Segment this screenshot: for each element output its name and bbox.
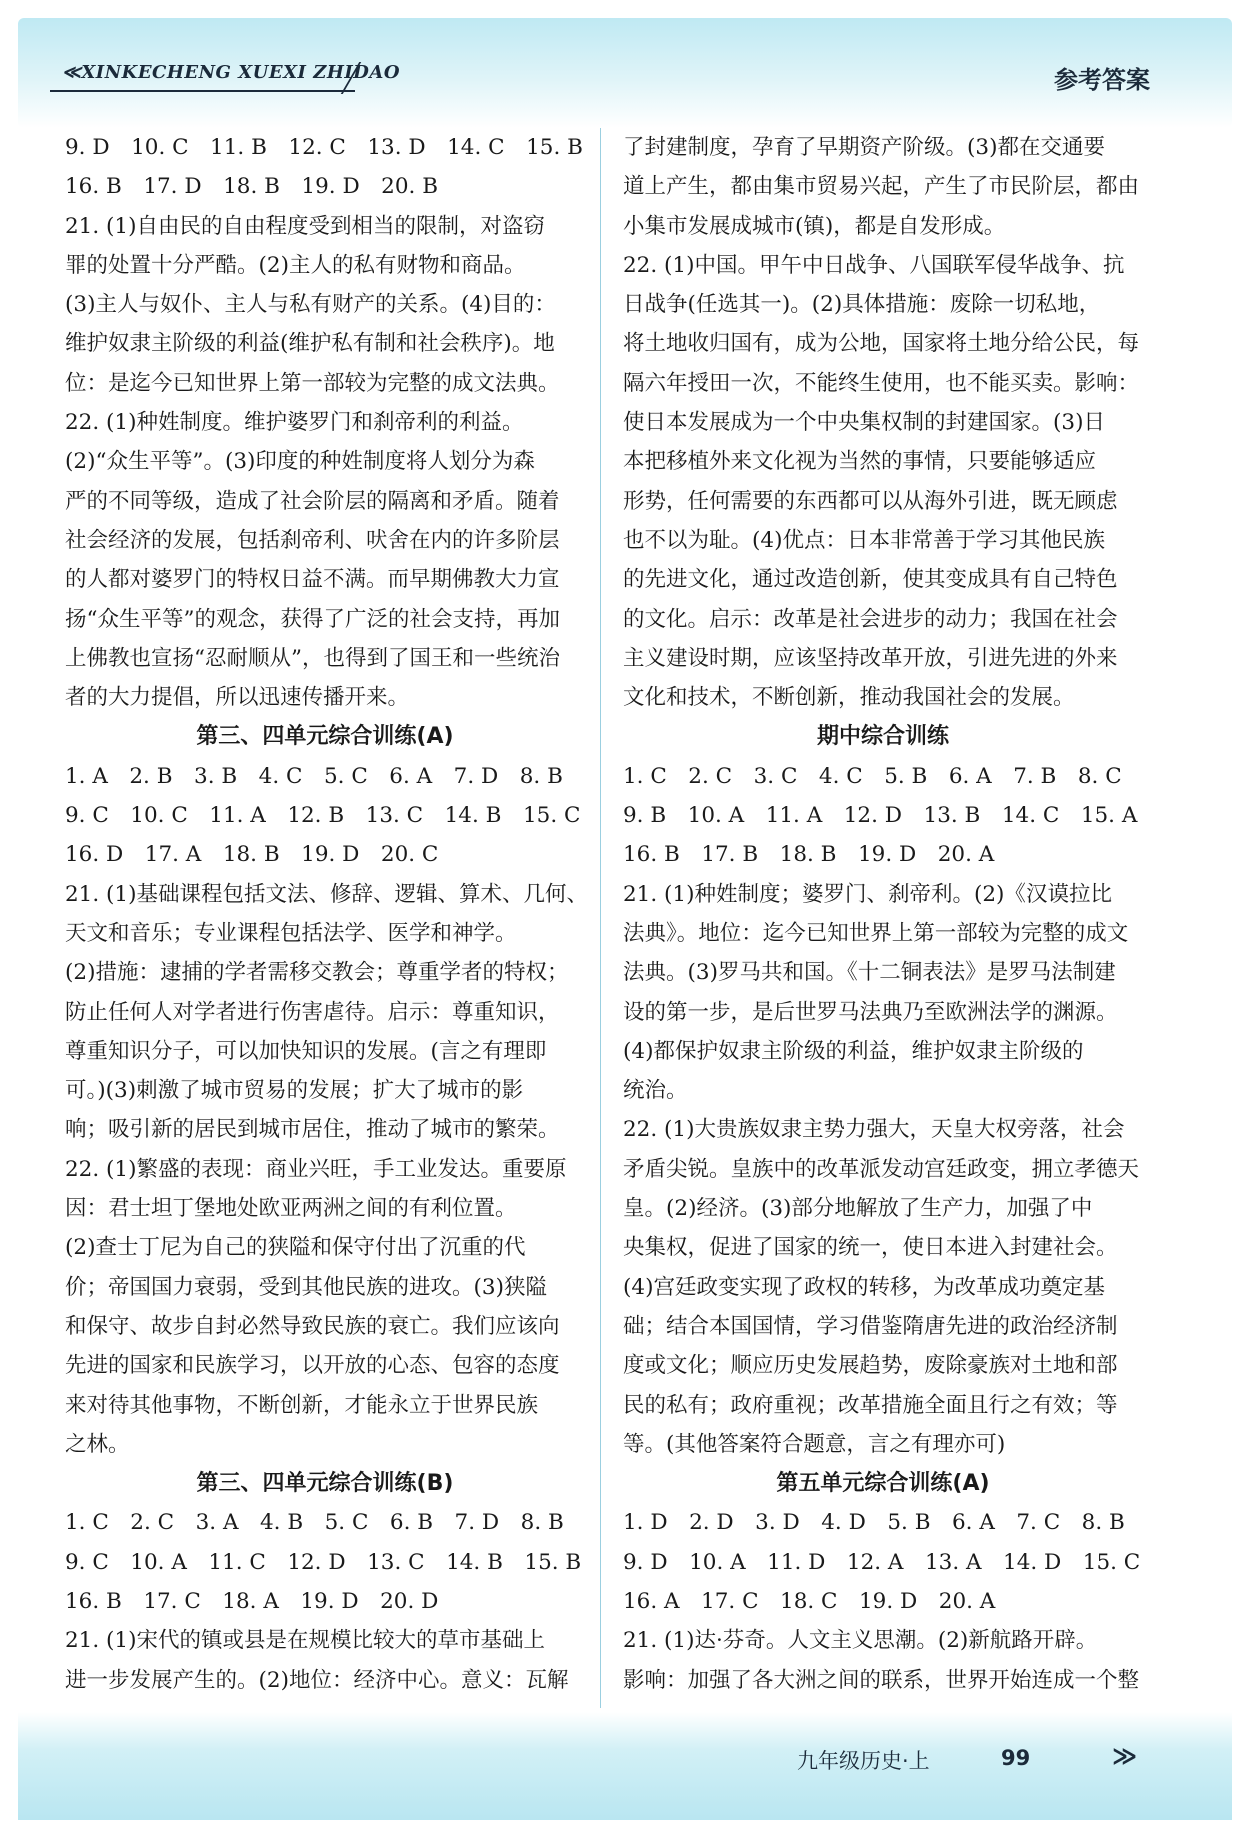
header-rule [50, 90, 355, 92]
answer-line: 21. (1)自由民的自由程度受到相当的限制，对盗窃 [65, 213, 545, 239]
answer-line: 上佛教也宣扬“忍耐顺从”，也得到了国王和一些统治 [65, 645, 560, 671]
answer-line: 罪的处置十分严酷。(2)主人的私有财物和商品。 [65, 252, 526, 278]
answer-line: 22. (1)繁盛的表现：商业兴旺，手工业发达。重要原 [65, 1156, 567, 1182]
answer-line: 文化和技术，不断创新，推动我国社会的发展。 [623, 685, 1075, 711]
answer-line: 础；结合本国国情，学习借鉴隋唐先进的政治经济制 [623, 1313, 1118, 1339]
answer-line: (2)查士丁尼为自己的狭隘和保守付出了沉重的代 [65, 1235, 526, 1261]
answer-line: 度或文化；顺应历史发展趋势，废除豪族对土地和部 [623, 1353, 1118, 1379]
answer-line: (4)都保护奴隶主阶级的利益，维护奴隶主阶级的 [623, 1038, 1084, 1064]
answer-line: 22. (1)大贵族奴隶主势力强大，天皇大权旁落，社会 [623, 1117, 1125, 1143]
answer-line: 主义建设时期，应该坚持改革开放，引进先进的外来 [623, 645, 1118, 671]
answer-line: 小集市发展成城市(镇)，都是自发形成。 [623, 213, 1006, 239]
answer-line: (2)“众生平等”。(3)印度的种姓制度将人划分为森 [65, 449, 535, 475]
answer-line: 本把移植外来文化视为当然的事情，只要能够适应 [623, 449, 1097, 475]
answer-line: 1. C 2. C 3. A 4. B 5. C 6. B 7. D 8. B [65, 1510, 564, 1536]
answer-line: 尊重知识分子，可以加快知识的发展。(言之有理即 [65, 1038, 547, 1064]
right-answer-column [623, 128, 1143, 1700]
answer-line: 16. B 17. C 18. A 19. D 20. D [65, 1588, 439, 1614]
answer-line: 者的大力提倡，所以迅速传播开来。 [65, 685, 410, 711]
answer-line: 严的不同等级，造成了社会阶层的隔离和矛盾。随着 [65, 488, 560, 514]
answer-line: 16. A 17. C 18. C 19. D 20. A [623, 1588, 996, 1614]
answer-line: 了封建制度，孕育了早期资产阶级。(3)都在交通要 [623, 135, 1105, 160]
answer-line: 皇。(2)经济。(3)部分地解放了生产力，加强了中 [623, 1196, 1093, 1222]
answer-line: 价；帝国国力衰弱，受到其他民族的进攻。(3)狭隘 [65, 1274, 547, 1300]
answer-line: 的人都对婆罗门的特权日益不满。而早期佛教大力宣 [65, 567, 560, 593]
answer-line: 可。)(3)刺激了城市贸易的发展；扩大了城市的影 [65, 1078, 524, 1104]
footer-background-band [18, 1712, 1232, 1820]
left-answer-column [65, 128, 588, 1700]
answer-line: 先进的国家和民族学习，以开放的心态、包容的态度 [65, 1353, 560, 1379]
answer-line: 法典》。地位：迄今已知世界上第一部较为完整的成文 [623, 920, 1129, 946]
answer-line: 日战争(任选其一)。(2)具体措施：废除一切私地， [623, 292, 1101, 318]
answer-line: 维护奴隶主阶级的利益(维护私有制和社会秩序)。地 [65, 331, 555, 357]
column-divider [600, 128, 601, 1708]
section-heading: 第三、四单元综合训练(A) [196, 724, 454, 750]
answer-line: 设的第一步，是后世罗马法典乃至欧洲法学的渊源。 [623, 999, 1118, 1025]
answer-line: 的先进文化，通过改造创新，使其变成具有自己特色 [623, 567, 1118, 593]
answer-line: 的文化。启示：改革是社会进步的动力；我国在社会 [623, 606, 1118, 632]
answer-line: 16. B 17. B 18. B 19. D 20. A [623, 842, 995, 868]
answer-line: 影响：加强了各大洲之间的联系，世界开始连成一个整 [623, 1667, 1140, 1693]
answer-line: 响；吸引新的居民到城市居住，推动了城市的繁荣。 [65, 1117, 560, 1143]
answer-line: (4)宫廷政变实现了政权的转移，为改革成功奠定基 [623, 1274, 1105, 1300]
answer-line: 1. A 2. B 3. B 4. C 5. C 6. A 7. D 8. B [65, 763, 563, 789]
answer-line: 之林。 [65, 1431, 130, 1457]
answer-line: 扬“众生平等”的观念，获得了广泛的社会支持，再加 [65, 606, 560, 632]
answer-line: 社会经济的发展，包括刹帝利、吠舍在内的许多阶层 [65, 527, 560, 553]
answer-line: 道上产生，都由集市贸易兴起，产生了市民阶层，都由 [623, 174, 1140, 200]
next-page-chevron-icon: ≫ [1112, 1742, 1138, 1770]
answer-line: 21. (1)达·芬奇。人文主义思潮。(2)新航路开辟。 [623, 1628, 1098, 1654]
section-heading: 第三、四单元综合训练(B) [196, 1471, 454, 1497]
series-title: ≪XINKECHENG XUEXI ZHIDAO [62, 62, 401, 83]
answer-line: 22. (1)中国。甲午中日战争、八国联军侵华战争、抗 [623, 252, 1125, 278]
answer-line: 1. C 2. C 3. C 4. C 5. B 6. A 7. B 8. C [623, 763, 1122, 789]
answer-line: 9. B 10. A 11. A 12. D 13. B 14. C 15. A [623, 803, 1138, 829]
answer-line: 9. C 10. A 11. C 12. D 13. C 14. B 15. B [65, 1549, 582, 1575]
answer-line: 形势，任何需要的东西都可以从海外引进，既无顾虑 [623, 488, 1118, 514]
answer-line: 9. C 10. C 11. A 12. B 13. C 14. B 15. C [65, 803, 581, 829]
answer-line: 和保守、故步自封必然导致民族的衰亡。我们应该向 [65, 1313, 560, 1339]
answer-line: 使日本发展成为一个中央集权制的封建国家。(3)日 [623, 410, 1105, 436]
answer-line: 将土地收归国有，成为公地，国家将土地分给公民，每 [623, 331, 1140, 357]
section-title: 参考答案 [1054, 66, 1150, 94]
answer-line: 矛盾尖锐。皇族中的改革派发动宫廷政变，拥立孝德天 [623, 1156, 1140, 1182]
answer-line: 9. D 10. C 11. B 12. C 13. D 14. C 15. B [65, 135, 583, 160]
answer-line: 统治。 [623, 1078, 688, 1104]
answer-line: 央集权，促进了国家的统一，使日本进入封建社会。 [623, 1235, 1118, 1261]
answer-line: 也不以为耻。(4)优点：日本非常善于学习其他民族 [623, 527, 1105, 553]
answer-line: 位：是迄今已知世界上第一部较为完整的成文法典。 [65, 370, 560, 396]
answer-line: 法典。(3)罗马共和国。《十二铜表法》是罗马法制建 [623, 960, 1116, 986]
answer-line: 1. D 2. D 3. D 4. D 5. B 6. A 7. C 8. B [623, 1510, 1125, 1536]
answer-line: 21. (1)宋代的镇或县是在规模比较大的草市基础上 [65, 1628, 545, 1654]
answer-line: 来对待其他事物，不断创新，才能永立于世界民族 [65, 1392, 539, 1418]
answer-line: 16. B 17. D 18. B 19. D 20. B [65, 174, 439, 200]
answer-line: 16. D 17. A 18. B 19. D 20. C [65, 842, 439, 868]
section-heading: 期中综合训练 [816, 724, 949, 750]
answer-line: 等。(其他答案符合题意，言之有理亦可) [623, 1431, 1006, 1457]
answer-line: 天文和音乐；专业课程包括法学、医学和神学。 [65, 920, 517, 946]
answer-line: 进一步发展产生的。(2)地位：经济中心。意义：瓦解 [65, 1667, 569, 1693]
section-heading: 第五单元综合训练(A) [776, 1471, 990, 1497]
answer-line: 21. (1)基础课程包括文法、修辞、逻辑、算术、几何、 [65, 881, 588, 907]
page-number: 99 [1001, 1746, 1031, 1770]
answer-line: 防止任何人对学者进行伤害虐待。启示：尊重知识， [65, 999, 560, 1025]
answer-line: 22. (1)种姓制度。维护婆罗门和刹帝利的利益。 [65, 410, 524, 436]
answer-line: (3)主人与奴仆、主人与私有财产的关系。(4)目的： [65, 292, 556, 318]
answer-line: (2)措施：逮捕的学者需移交教会；尊重学者的特权； [65, 960, 569, 986]
answer-line: 隔六年授田一次，不能终生使用，也不能买卖。影响： [623, 370, 1140, 396]
footer-subject: 九年级历史·上 [797, 1749, 930, 1773]
page-header [50, 60, 1150, 94]
answer-line: 因：君士坦丁堡地处欧亚两洲之间的有利位置。 [65, 1196, 517, 1222]
answer-line: 民的私有；政府重视；改革措施全面且行之有效；等 [623, 1392, 1118, 1418]
answer-line: 9. D 10. A 11. D 12. A 13. A 14. D 15. C [623, 1549, 1141, 1575]
answer-line: 21. (1)种姓制度；婆罗门、刹帝利。(2)《汉谟拉比 [623, 881, 1112, 907]
